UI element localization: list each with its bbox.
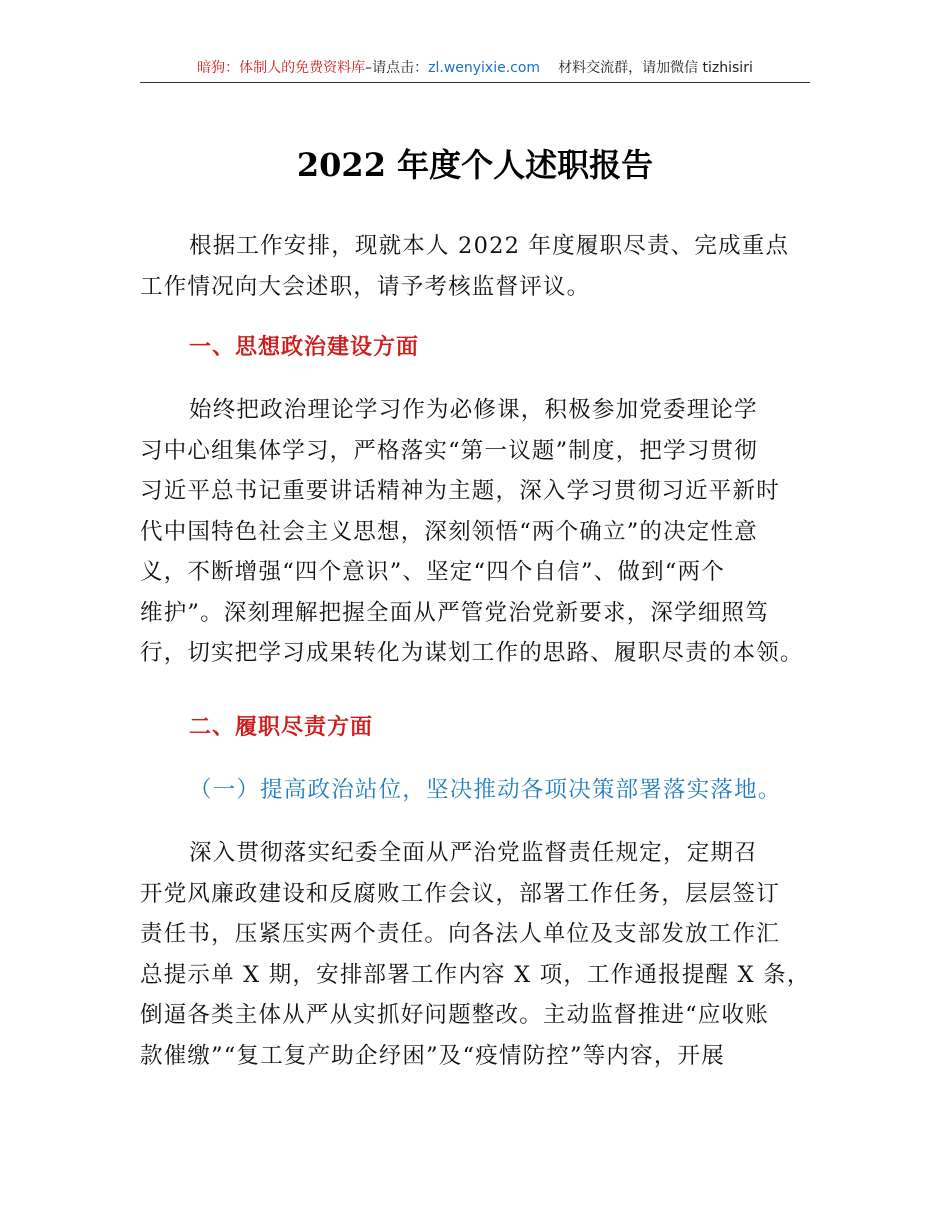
header-site-name: 暗狗：体制人的免费资料库 [197, 60, 366, 76]
header-click-prompt: –请点击： [365, 60, 429, 76]
paragraph-line: 行，切实把学习成果转化为谋划工作的思路、履职尽责的本领。 [140, 640, 804, 666]
intro-paragraph [140, 226, 820, 307]
paragraph-line: 义，不断增强“四个意识”、坚定“四个自信”、做到“两个 [140, 559, 725, 585]
section-heading-1: 一、思想政治建设方面 [189, 335, 420, 360]
section-heading-2: 二、履职尽责方面 [189, 715, 374, 740]
section1-paragraph [140, 390, 820, 674]
paragraph-line: 开党风廉政建设和反腐败工作会议，部署工作任务，层层签订 [140, 880, 780, 907]
paragraph-line: 工作情况向大会述职，请予考核监督评议。 [140, 273, 591, 300]
paragraph-line: 习近平总书记重要讲话精神为主题，深入学习贯彻习近平新时 [140, 478, 780, 504]
document-title: 2022 年度个人述职报告 [296, 146, 654, 184]
paragraph-line: 倒逼各类主体从严从实抓好问题整改。主动监督推进“应收账 [140, 1002, 769, 1028]
sub-heading-1: （一）提高政治站位，坚决推动各项决策部署落实落地。 [189, 777, 782, 803]
page-header [140, 56, 810, 83]
paragraph-line: 始终把政治理论学习作为必修课，积极参加党委理论学 [189, 397, 758, 423]
paragraph-line: 根据工作安排，现就本人 2022 年度履职尽责、完成重点 [189, 233, 790, 259]
paragraph-line: 维护”。深刻理解把握全面从严管党治党新要求，深学细照笃 [140, 599, 769, 626]
paragraph-line: 款催缴”“复工复产助企纾困”及“疫情防控”等内容，开展 [140, 1042, 725, 1069]
paragraph-line: 习中心组集体学习，严格落实“第一议题”制度，把学习贯彻 [140, 437, 758, 464]
header-wechat-note: 材料交流群，请加微信 tizhisiri [558, 60, 753, 76]
paragraph-line: 责任书，压紧压实两个责任。向各法人单位及支部发放工作汇 [140, 921, 780, 947]
paragraph-line: 深入贯彻落实纪委全面从严治党监督责任规定，定期召 [189, 840, 758, 866]
section2-paragraph [140, 833, 820, 1076]
paragraph-line: 代中国特色社会主义思想，深刻领悟“两个确立”的决定性意 [140, 518, 758, 545]
paragraph-line: 总提示单 X 期，安排部署工作内容 X 项，工作通报提醒 X 条， [140, 961, 811, 988]
header-link[interactable]: zl.wenyixie.com [428, 60, 541, 76]
